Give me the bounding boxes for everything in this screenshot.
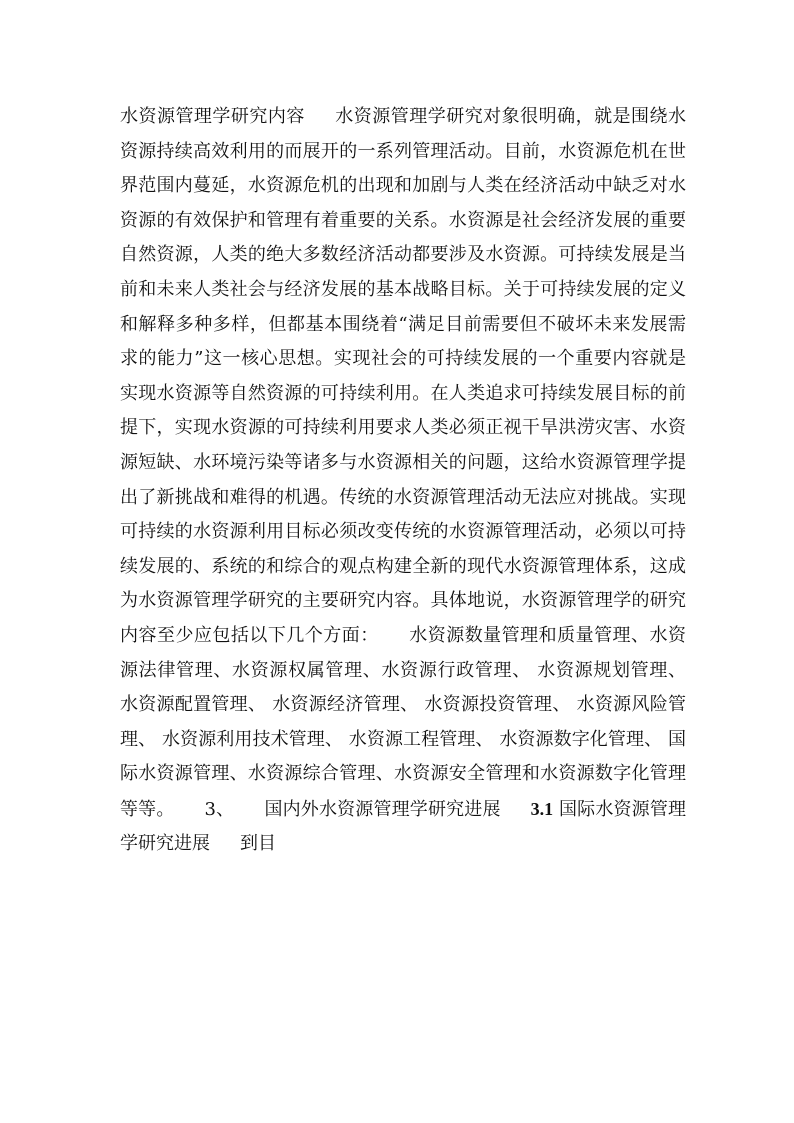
section-3-1-number: 3.1 xyxy=(530,798,554,819)
section-heading-inline: 水资源管理学研究内容 xyxy=(120,106,305,127)
paragraph-text: 水资源管理学研究对象很明确，就是围绕水资源持续高效利用的而展开的一系列管理活动。目前，水资源危机在世界范围内蔓延，水资源危机的出现和加剧与人类在经济活动中缺乏对水资源的有效保护和管理有着重要的关系。水资源是社会经济发展的重要自然资源，人类的绝大多数经济活动都要涉及水资源。可持续发展是当前和未来人类社会与经济发展的基本战略目标。关于可持续发展的定义和解释多种多样，但都基本围绕着“满足目前需要但不破坏未来发展需求的能力”这一核心思想。实现社会的可持续发展的一个重要内容就是实现水资源等自然资源的可持续利用。在人类追求可持续发展目标的前提下，实现水资源的可持续利用要求人类必须正视干旱洪涝灾害、水资源短缺、水环境污染等诸多与水资源相关的问题，这给水资源管理学提出了新挑战和难得的机遇。传统的水资源管理活动无法应对挑战。实现可持续的水资源利用目标必须改变传统的水资源管理活动，必须以可持续发展的、系统的和综合的观点构建全新的现代水资源管理体系，这成为水资源管理学研究的主要研究内容。具体地说，水资源管理学的研究内容至少应包括以下几个方面： xyxy=(120,106,686,646)
document-body xyxy=(120,100,686,862)
section-3-1-title: 国际水资源管理学研究进展 xyxy=(120,798,687,855)
trailing-text: 到目 xyxy=(240,833,276,855)
section-3-number: 3、 xyxy=(204,798,235,820)
section-3-title: 国内外水资源管理学研究进展 xyxy=(264,798,501,820)
management-list-text: 水资源数量管理和质量管理、水资源法律管理、水资源权属管理、水资源行政管理、 水资源规划管理、 水资源配置管理、 水资源经济管理、 水资源投资管理、 水资源风险管理、 水资源利用技术管理、 水资源工程管理、 水资源数字化管理、 国际水资源管理、水资源综合管理、水资源安全管理和水资源数字化管理等等。 xyxy=(120,624,687,820)
body-paragraph xyxy=(120,100,686,862)
